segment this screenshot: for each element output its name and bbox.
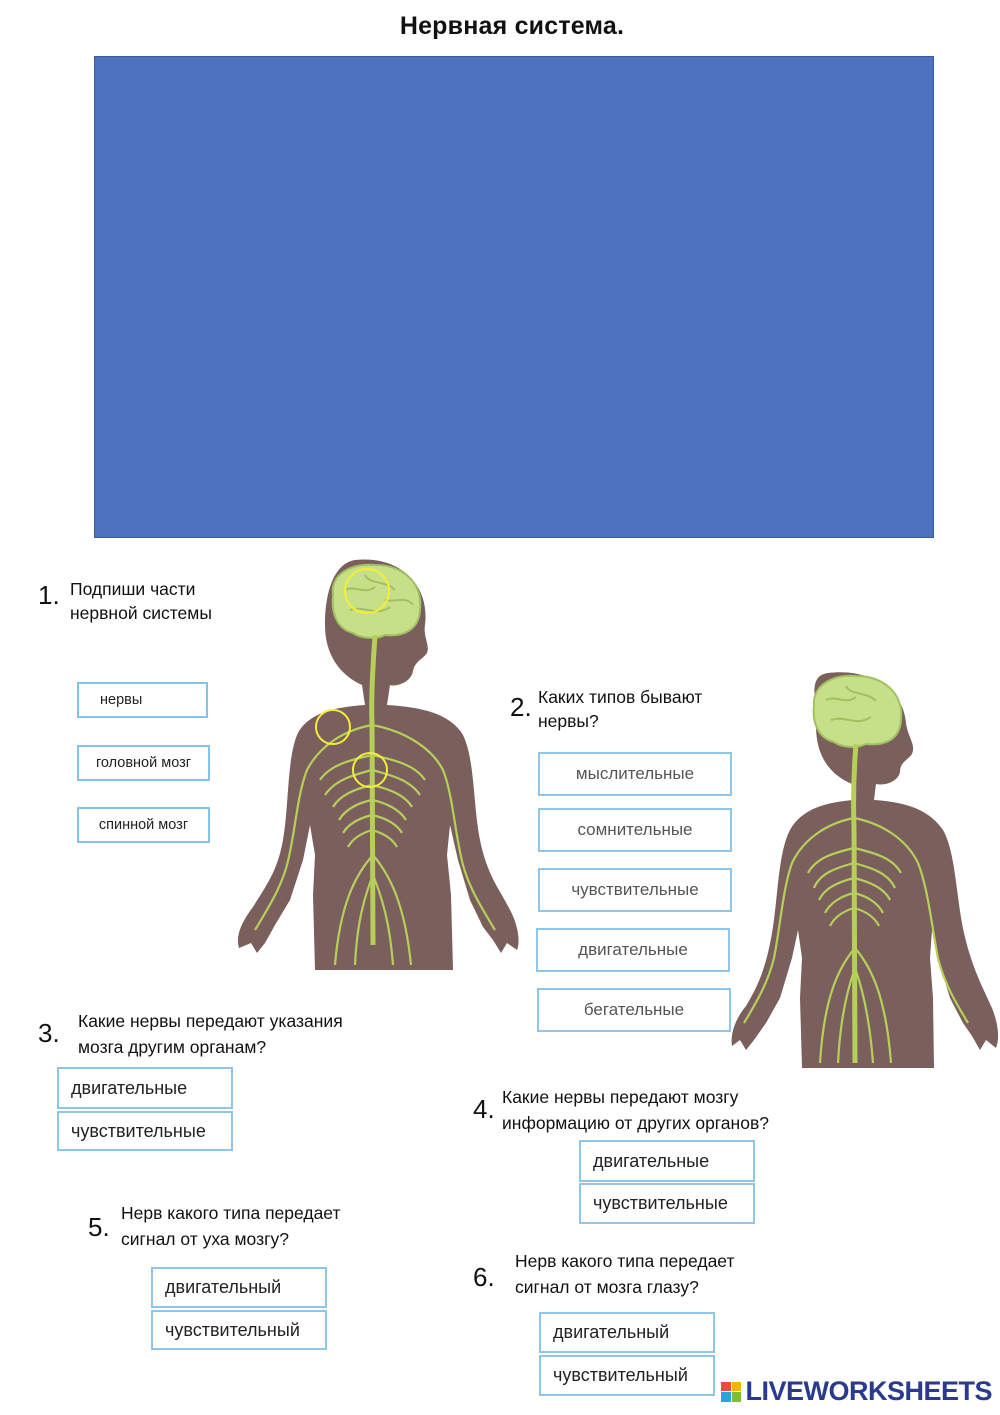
q4-text-line2: информацию от других органов? bbox=[502, 1113, 769, 1133]
liveworksheets-logo-icon bbox=[721, 1382, 741, 1402]
q5-text-line1: Нерв какого типа передает bbox=[121, 1203, 341, 1223]
q2-text-line2: нервы? bbox=[538, 711, 599, 731]
q4-option-sensory[interactable]: чувствительные bbox=[579, 1183, 755, 1224]
q5-text-line2: сигнал от уха мозгу? bbox=[121, 1229, 289, 1249]
q2-option-1[interactable]: мыслительные bbox=[538, 752, 732, 796]
q3-option-motor[interactable]: двигательные bbox=[57, 1067, 233, 1109]
q2-option-5[interactable]: бегательные bbox=[537, 988, 731, 1032]
q3-text-line2: мозга другим органам? bbox=[78, 1037, 267, 1057]
q3-text-line1: Какие нервы передают указания bbox=[78, 1011, 343, 1031]
q2-option-3[interactable]: чувствительные bbox=[538, 868, 732, 912]
q1-option-brain[interactable]: головной мозг bbox=[77, 745, 210, 781]
q5-number: 5. bbox=[88, 1212, 110, 1242]
q4-option-motor[interactable]: двигательные bbox=[579, 1140, 755, 1182]
q2-option-4[interactable]: двигательные bbox=[536, 928, 730, 972]
q5-option-motor[interactable]: двигательный bbox=[151, 1267, 327, 1308]
q1-option-spinal-cord[interactable]: спинной мозг bbox=[77, 807, 210, 843]
q4-text-line1: Какие нервы передают мозгу bbox=[502, 1087, 739, 1107]
q4-number: 4. bbox=[473, 1094, 495, 1124]
q6-text-line2: сигнал от мозга глазу? bbox=[515, 1277, 699, 1297]
liveworksheets-logo bbox=[721, 1376, 992, 1407]
page-title: Нервная система. bbox=[399, 12, 625, 40]
q3-option-sensory[interactable]: чувствительные bbox=[57, 1111, 233, 1151]
q6-number: 6. bbox=[473, 1262, 495, 1292]
nervous-system-figure-1 bbox=[225, 555, 525, 970]
q2-text-line1: Каких типов бывают bbox=[538, 687, 703, 707]
q6-option-motor[interactable]: двигательный bbox=[539, 1312, 715, 1353]
q2-option-2[interactable]: сомнительные bbox=[538, 808, 732, 852]
q2-number: 2. bbox=[510, 692, 532, 722]
q1-option-nerves[interactable]: нервы bbox=[77, 682, 208, 718]
q6-text-line1: Нерв какого типа передает bbox=[515, 1251, 735, 1271]
q1-number: 1. bbox=[38, 580, 60, 610]
q1-text-line1: Подпиши части bbox=[70, 579, 196, 599]
nervous-system-figure-2 bbox=[728, 668, 1000, 1068]
q5-option-sensory[interactable]: чувствительный bbox=[151, 1310, 327, 1350]
q1-text-line2: нервной системы bbox=[70, 603, 212, 623]
q3-number: 3. bbox=[38, 1018, 60, 1048]
video-placeholder[interactable] bbox=[94, 56, 934, 538]
q6-option-sensory[interactable]: чувствительный bbox=[539, 1355, 715, 1396]
logo-text: LIVEWORKSHEETS bbox=[745, 1376, 992, 1406]
